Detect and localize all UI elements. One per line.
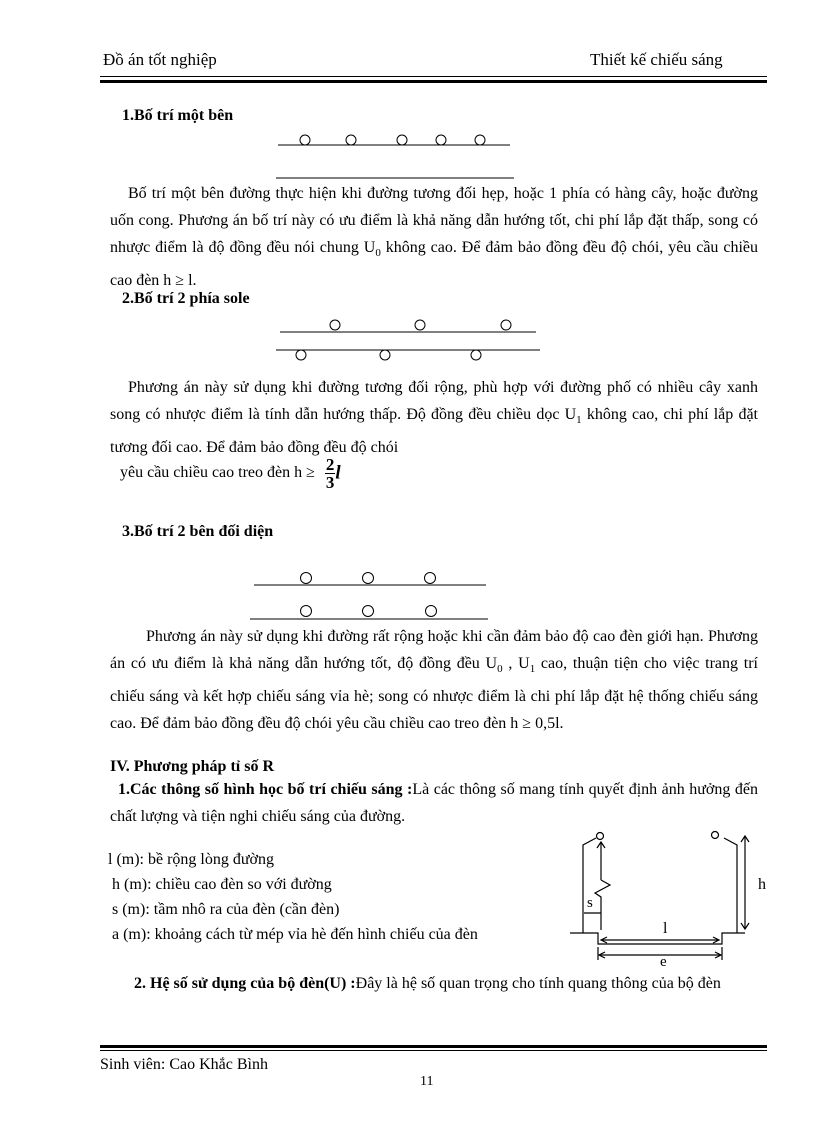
lamp-icon [471, 350, 481, 360]
section-2-paragraph: Phương án này sử dụng khi đường tương đối rộng, phù hợp với đường phố có nhiều cây xanh song có nhược điểm là tính dẫn hướng thấp. Độ đồng đều chiều dọc $U_1$ không cao, chi phí lắp đặt tương đối cao. Để đảm bảo đồng đều độ chói [110, 379, 759, 457]
lamp-icon [380, 350, 390, 360]
figure-label-h: h [758, 876, 766, 893]
section-4-heading: IV. Phương pháp tỉ số R [110, 758, 274, 775]
lamp-icon [346, 135, 356, 145]
lamp-icon [301, 573, 312, 584]
street-section-figure [570, 832, 749, 961]
footer-rule-thick [100, 1045, 767, 1048]
lamp-icon [301, 606, 312, 617]
figure-label-e: e [660, 954, 667, 970]
diagram-one-side [276, 135, 514, 178]
lamp-icon [296, 350, 306, 360]
lamp-icon [363, 606, 374, 617]
fraction: $\frac{2}{3}$ [325, 455, 335, 492]
definitions-list [108, 847, 478, 947]
page-number: 11 [420, 1074, 434, 1089]
definition-s: s (m): tầm nhô ra của đèn (cần đèn) [112, 901, 340, 918]
section-2-height-requirement: yêu cầu chiều cao treo đèn h ≥ $\frac{2}{3}$ l [120, 455, 341, 492]
footer-student: Sinh viên: Cao Khắc Bình [100, 1056, 268, 1073]
lamp-icon [501, 320, 511, 330]
section-4-sub2: 2. Hệ số sử dụng của bộ đèn(U) :Đây là hệ số quan trọng cho tính quang thông của bộ đèn [134, 975, 721, 992]
header-title-right: Thiết kế chiếu sáng [590, 50, 723, 69]
definition-a: a (m): khoảng cách từ mép vỉa hè đến hình chiếu của đèn [112, 926, 478, 943]
lamp-icon [425, 573, 436, 584]
section-1-heading: 1.Bố trí một bên [122, 107, 234, 124]
lamp-icon [330, 320, 340, 330]
lamp-icon [300, 135, 310, 145]
figure-label-s: s [587, 895, 593, 911]
definition-h: h (m): chiều cao đèn so với đường [112, 876, 332, 893]
lamp-icon [436, 135, 446, 145]
section-4-sub1: 1.Các thông số hình học bố trí chiếu sáng :Là các thông số mang tính quyết định ảnh hưởng đến chất lượng và tiện nghi chiếu sáng của đường. [110, 781, 758, 825]
figure-label-l: l [663, 920, 668, 937]
lamp-icon [415, 320, 425, 330]
section-2-heading: 2.Bố trí 2 phía sole [122, 290, 250, 307]
diagram-opposite [250, 573, 488, 620]
diagram-staggered [276, 320, 540, 360]
section-1-paragraph: Bố trí một bên đường thực hiện khi đường tương đối hẹp, hoặc 1 phía có hàng cây, hoặc đường uốn cong. Phương án bố trí này có ưu điểm là khả năng dẫn hướng tốt, chi phí lắp đặt thấp, song có nhược điểm là độ đồng đều nói chung $U_0$ không cao. Để đảm bảo đồng đều độ chói, yêu cầu chiều cao đèn h ≥ l. [110, 185, 758, 290]
footer-rule-thin [100, 1050, 767, 1051]
section-3-heading: 3.Bố trí 2 bên đối diện [122, 523, 274, 540]
section-3-paragraph: Phương án này sử dụng khi đường rất rộng hoặc khi cần đảm bảo độ cao đèn giới hạn. Phương án có ưu điểm là khả năng dẫn hướng tốt, độ đồng đều $U_0$ , $U_1$ cao, thuận tiện cho việc trang trí chiếu sáng và kết hợp chiếu sáng vỉa hè; song có nhược điểm là chi phí lắp đặt hệ thống chiếu sáng cao. Để đảm bảo đồng đều độ chói yêu cầu chiều cao treo đèn h ≥ 0,5l. [110, 628, 759, 733]
lamp-icon [426, 606, 437, 617]
header-title-left: Đồ án tốt nghiệp [103, 50, 217, 69]
lamp-icon [475, 135, 485, 145]
lamp-icon [363, 573, 374, 584]
lamp-icon [397, 135, 407, 145]
definition-l: l (m): bề rộng lòng đường [108, 851, 274, 868]
